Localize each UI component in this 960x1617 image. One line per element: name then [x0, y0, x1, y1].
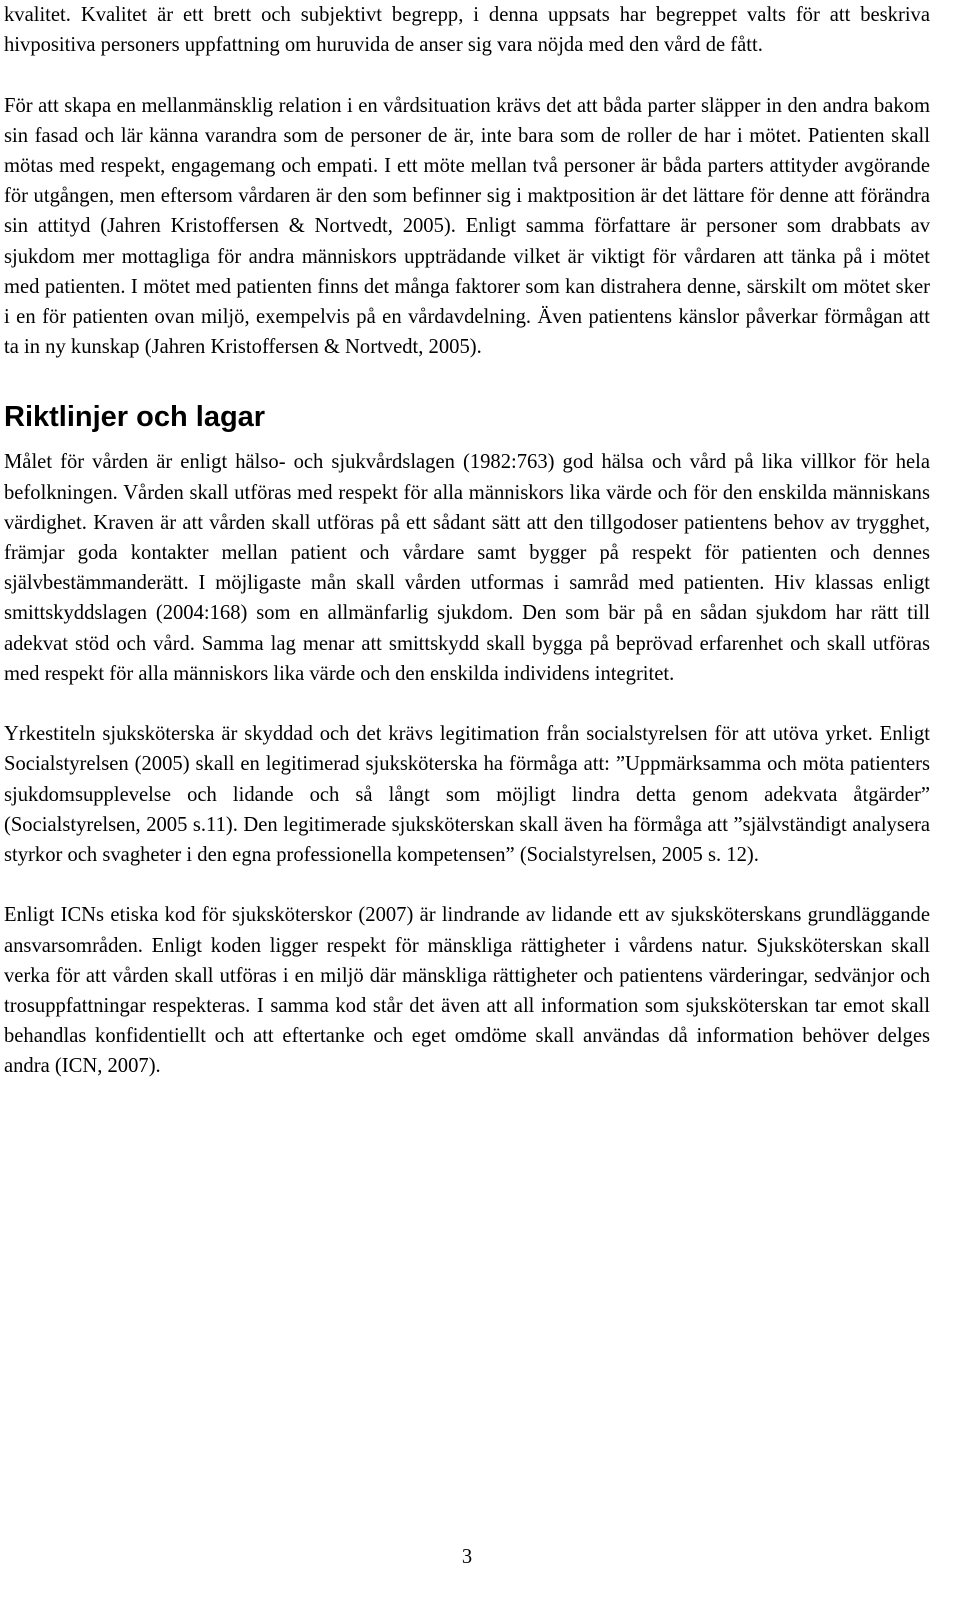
paragraph-icn-code: Enligt ICNs etiska kod för sjuksköterskor (2007) är lindrande av lidande ett av sjuksköterskans grundläggande ansvarsområden. Enligt koden ligger respekt för mänskliga rättigheter i vårdens natur. Sjuksköterskan skall verka för att vården skall utföras i en miljö där mänskliga rättigheter och patientens värderingar, sedvänjor och trosuppfattningar respekteras. I samma kod står det även att all information som sjuksköterskan tar emot skall behandlas konfidentiellt och att eftertanke och eget omdöme skall användas då information behöver delges andra (ICN, 2007). [4, 904, 930, 1078]
paragraph-quality: kvalitet. Kvalitet är ett brett och subjektivt begrepp, i denna uppsats har begreppet valts för att beskriva hivpositiva personers uppfattning om huruvida de anser sig vara nöjda med den vård de fått. [4, 4, 930, 57]
paragraph-relation: För att skapa en mellanmänsklig relation i en vårdsituation krävs det att båda parter släpper in den andra bakom sin fasad och lär känna varandra som de personer de är, inte bara som de roller de har i mötet. Patienten skall mötas med respekt, engagemang och empati. I ett möte mellan två personer är båda parters attityder avgörande för utgången, men eftersom vårdaren är den som befinner sig i maktposition är det lättare för denne att förändra sin attityd (Jahren Kristoffersen & Nortvedt, 2005). Enligt samma författare är personer som drabbats av sjukdom mer mottagliga för andra människors uppträdande vilket är viktigt för vårdaren att tänka på i mötet med patienten. I mötet med patienten finns det många faktorer som kan distrahera denne, särskilt om mötet sker i en för patienten ovan miljö, exempelvis på en vårdavdelning. Även patientens känslor påverkar förmågan att ta in ny kunskap (Jahren Kristoffersen & Nortvedt, 2005). [4, 94, 930, 359]
paragraph-nurse-title: Yrkestiteln sjuksköterska är skyddad och det krävs legitimation från socialstyrelsen för att utöva yrket. Enligt Socialstyrelsen (2005) skall en legitimerad sjuksköterska ha förmåga att: ”Uppmärksamma och möta patienters sjukdomsupplevelse och lidande och så långt som möjligt lindra detta genom adekvata åtgärder” (Socialstyrelsen, 2005 s.11). Den legitimerade sjuksköterskan skall även ha förmåga att ”självständigt analysera styrkor och svagheter i den egna professionella kompetensen” (Socialstyrelsen, 2005 s. 12). [4, 723, 930, 867]
section-heading: Riktlinjer och lagar [4, 401, 266, 434]
document-page [4, 0, 930, 1617]
paragraph-law: Målet för vården är enligt hälso- och sjukvårdslagen (1982:763) god hälsa och vård på lika villkor för hela befolkningen. Vården skall utföras med respekt för alla människors lika värde och för den enskilda människans värdighet. Kraven är att vården skall utföras på ett sådant sätt att den tillgodoser patientens behov av trygghet, främjar goda kontakter mellan patient och vårdare samt bygger på respekt för patienten och dennes självbestämmanderätt. I möjligaste mån skall vården utformas i samråd med patienten. Hiv klassas enligt smittskyddslagen (2004:168) som en allmänfarlig sjukdom. Den som bär på en sådan sjukdom har rätt till adekvat stöd och vård. Samma lag menar att smittskydd skall bygga på beprövad erfarenhet och skall utföras med respekt för alla människors lika värde och den enskilda individens integritet. [4, 451, 930, 685]
page-number: 3 [461, 1546, 473, 1568]
